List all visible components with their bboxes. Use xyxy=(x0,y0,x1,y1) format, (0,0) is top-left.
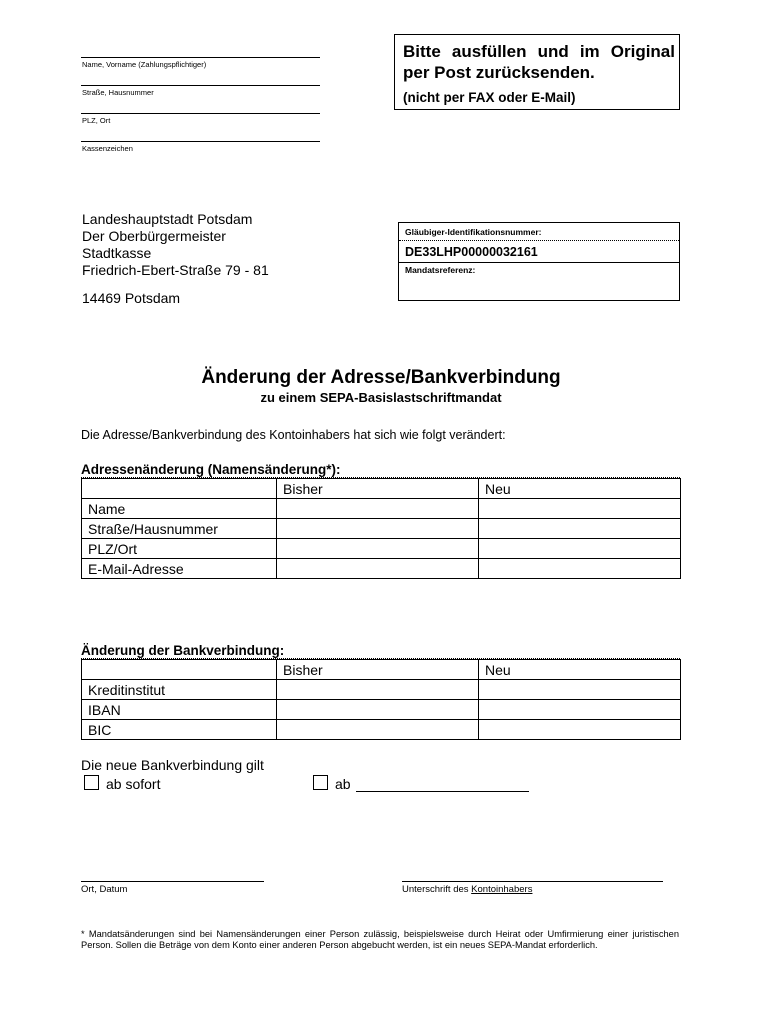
validity-text: Die neue Bankverbindung gilt xyxy=(81,757,264,773)
city-new-field[interactable] xyxy=(479,539,681,559)
bic-new-field[interactable] xyxy=(479,720,681,740)
instruction-line-1: Bitte ausfüllen und im Original xyxy=(403,42,675,61)
signature-label xyxy=(402,884,532,895)
signature-line[interactable] xyxy=(402,881,663,882)
from-date-checkbox[interactable] xyxy=(313,775,328,790)
address-change-table xyxy=(81,478,681,579)
sender-reference-label: Kassenzeichen xyxy=(82,144,133,153)
sender-city-line[interactable] xyxy=(81,113,320,114)
name-before-field[interactable] xyxy=(277,499,479,519)
instruction-box xyxy=(394,34,680,110)
row-label-bic: BIC xyxy=(82,720,277,740)
column-header-new: Neu xyxy=(479,479,681,499)
bank-change-table xyxy=(81,659,681,740)
signature-holder: Kontoinhabers xyxy=(471,884,533,895)
recipient-line-2: Der Oberbürgermeister xyxy=(82,228,226,244)
immediate-label: ab sofort xyxy=(106,776,161,792)
page-title: Änderung der Adresse/Bankverbindung xyxy=(201,367,561,388)
instruction-line-3: (nicht per FAX oder E-Mail) xyxy=(403,90,576,105)
from-date-label: ab xyxy=(335,776,351,792)
row-label-name: Name xyxy=(82,499,277,519)
column-header-new: Neu xyxy=(479,660,681,680)
table-row xyxy=(82,720,681,740)
creditor-divider-1 xyxy=(399,240,679,241)
street-new-field[interactable] xyxy=(479,519,681,539)
table-row xyxy=(82,539,681,559)
column-header-before: Bisher xyxy=(277,479,479,499)
iban-before-field[interactable] xyxy=(277,700,479,720)
recipient-line-3: Stadtkasse xyxy=(82,245,152,261)
recipient-line-1: Landeshauptstadt Potsdam xyxy=(82,211,253,227)
bank-new-field[interactable] xyxy=(479,680,681,700)
intro-text: Die Adresse/Bankverbindung des Kontoinhabers hat sich wie folgt verändert: xyxy=(81,428,506,442)
sender-street-label: Straße, Hausnummer xyxy=(82,88,154,97)
column-header-before: Bisher xyxy=(277,660,479,680)
bic-before-field[interactable] xyxy=(277,720,479,740)
iban-new-field[interactable] xyxy=(479,700,681,720)
place-date-line[interactable] xyxy=(81,881,264,882)
street-before-field[interactable] xyxy=(277,519,479,539)
table-row xyxy=(82,559,681,579)
email-new-field[interactable] xyxy=(479,559,681,579)
table-row xyxy=(82,660,681,680)
table-row xyxy=(82,680,681,700)
table-header-empty xyxy=(82,660,277,680)
city-before-field[interactable] xyxy=(277,539,479,559)
bank-before-field[interactable] xyxy=(277,680,479,700)
signature-prefix: Unterschrift des xyxy=(402,884,469,895)
sender-name-line[interactable] xyxy=(81,57,320,58)
mandate-reference-label: Mandatsreferenz: xyxy=(405,265,476,275)
table-row xyxy=(82,479,681,499)
row-label-city: PLZ/Ort xyxy=(82,539,277,559)
place-date-label: Ort, Datum xyxy=(81,884,128,895)
row-label-iban: IBAN xyxy=(82,700,277,720)
address-section-heading: Adressenänderung (Namensänderung*): xyxy=(81,462,341,477)
footnote: * Mandatsänderungen sind bei Namensänderungen einer Person zulässig, beispielsweise durch Heirat oder Umfirmierung einer juristischen Person. Sollen die Beträge von dem Konto einer anderen Person abgebucht werden, ist ein neues SEPA-Mandat erforderlich. xyxy=(81,929,679,950)
table-row xyxy=(82,519,681,539)
page-subtitle: zu einem SEPA-Basislastschriftmandat xyxy=(260,390,502,405)
sender-street-line[interactable] xyxy=(81,85,320,86)
mandate-reference-field[interactable] xyxy=(405,279,673,297)
email-before-field[interactable] xyxy=(277,559,479,579)
instruction-line-2: per Post zurücksenden. xyxy=(403,63,595,82)
sender-reference-line[interactable] xyxy=(81,141,320,142)
recipient-line-5: 14469 Potsdam xyxy=(82,290,181,306)
table-row xyxy=(82,700,681,720)
table-header-empty xyxy=(82,479,277,499)
name-new-field[interactable] xyxy=(479,499,681,519)
creditor-id-value: DE33LHP00000032161 xyxy=(405,245,538,259)
row-label-bank: Kreditinstitut xyxy=(82,680,277,700)
creditor-id-label: Gläubiger-Identifikationsnummer: xyxy=(405,227,542,237)
bank-section-heading: Änderung der Bankverbindung: xyxy=(81,643,285,658)
recipient-line-4: Friedrich-Ebert-Straße 79 - 81 xyxy=(82,262,269,278)
from-date-field[interactable] xyxy=(356,791,529,792)
sender-city-label: PLZ, Ort xyxy=(82,116,111,125)
row-label-street: Straße/Hausnummer xyxy=(82,519,277,539)
creditor-divider-2 xyxy=(399,262,679,263)
immediate-checkbox[interactable] xyxy=(84,775,99,790)
sender-name-label: Name, Vorname (Zahlungspflichtiger) xyxy=(82,60,207,69)
table-row xyxy=(82,499,681,519)
row-label-email: E-Mail-Adresse xyxy=(82,559,277,579)
creditor-box xyxy=(398,222,680,301)
